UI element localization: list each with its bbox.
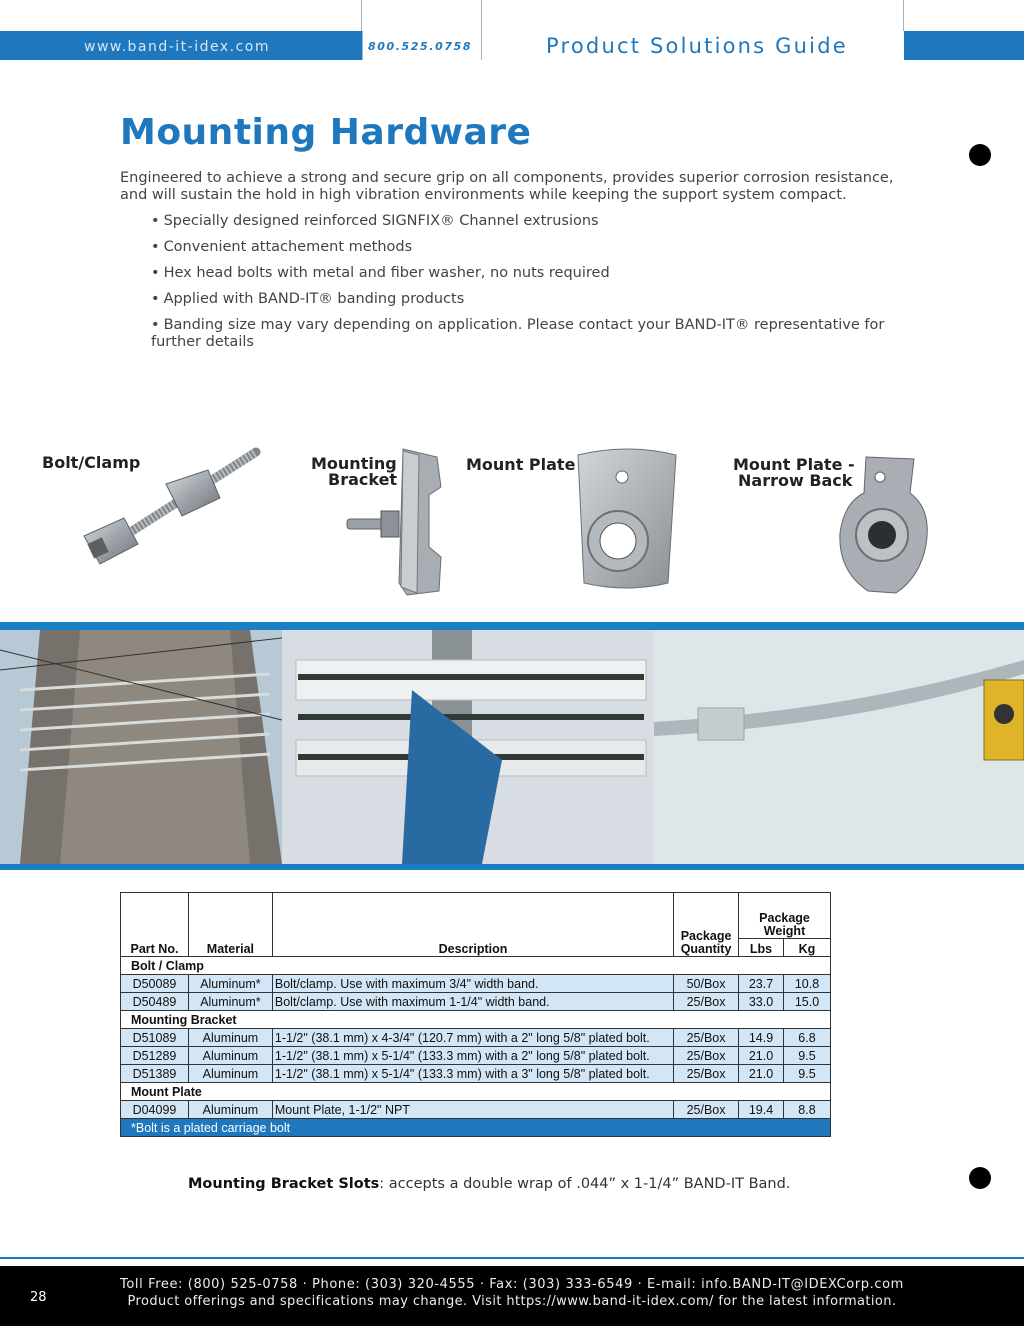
table-section-row <box>121 957 831 975</box>
feature-list <box>151 213 911 360</box>
col-header-lbs: Lbs <box>739 939 784 957</box>
cell-lbs: 19.4 <box>739 1101 784 1119</box>
mount-plate-image <box>572 447 682 591</box>
bolt-clamp-image <box>78 440 268 570</box>
col-header-kg: Kg <box>784 939 831 957</box>
col-header-part-no: Part No. <box>121 893 189 957</box>
list-item: • Convenient attachement methods <box>151 239 413 255</box>
traffic-signal-photo <box>654 630 1024 864</box>
table-section-row <box>121 1083 831 1101</box>
table-section-row <box>121 1011 831 1029</box>
table-row <box>121 1029 831 1047</box>
cell-quantity: 25/Box <box>674 1101 739 1119</box>
cell-kg: 8.8 <box>784 1101 831 1119</box>
cell-material: Aluminum* <box>188 975 272 993</box>
table-header-row <box>121 893 831 939</box>
footer-contact[interactable]: Toll Free: (800) 525-0758 · Phone: (303) 320-4555 · Fax: (303) 333-6549 · E-mail: info.BAND-IT@IDEXCorp.com <box>120 1277 904 1292</box>
cell-kg: 9.5 <box>784 1065 831 1083</box>
intro-paragraph: Engineered to achieve a strong and secure grip on all components, provides superior corrosion resistance, and will sustain the hold in high vibration environments while keeping the support system compact. <box>120 170 894 203</box>
cell-lbs: 33.0 <box>739 993 784 1011</box>
header-website[interactable]: www.band-it-idex.com <box>84 39 271 55</box>
cell-quantity: 25/Box <box>674 993 739 1011</box>
footer-disclaimer[interactable]: Product offerings and specifications may change. Visit https://www.band-it-idex.com/ for the latest information. <box>127 1294 897 1309</box>
list-item-text: Applied with BAND-IT® banding products <box>163 291 465 307</box>
cell-part: D04099 <box>121 1101 189 1119</box>
cell-quantity: 25/Box <box>674 1029 739 1047</box>
section-label: Mounting Bracket <box>121 1011 831 1029</box>
cell-kg: 15.0 <box>784 993 831 1011</box>
table-note-row <box>121 1119 831 1137</box>
page-number: 28 <box>30 1290 47 1305</box>
cell-part: D51089 <box>121 1029 189 1047</box>
list-item: • Applied with BAND-IT® banding products <box>151 291 465 307</box>
bracket-slots-text: : accepts a double wrap of .044” x 1-1/4” BAND-IT Band. <box>379 1176 791 1192</box>
col-header-package-weight: Package Weight <box>739 893 831 939</box>
list-item: • Banding size may vary depending on application. Please contact your BAND-IT® representative for further details <box>151 317 885 350</box>
margin-dot-marker <box>969 1167 991 1189</box>
cell-description: Mount Plate, 1-1/2" NPT <box>272 1101 673 1119</box>
list-item: • Hex head bolts with metal and fiber washer, no nuts required <box>151 265 610 281</box>
cell-lbs: 23.7 <box>739 975 784 993</box>
table-row <box>121 1065 831 1083</box>
list-item-text: Banding size may vary depending on application. Please contact your BAND-IT® representative for further details <box>151 317 885 350</box>
list-item: • Specially designed reinforced SIGNFIX® Channel extrusions <box>151 213 599 229</box>
col-header-description: Description <box>272 893 673 957</box>
section-label: Bolt / Clamp <box>121 957 831 975</box>
cell-part: D51289 <box>121 1047 189 1065</box>
cell-material: Aluminum <box>188 1101 272 1119</box>
header-line: Package <box>680 929 732 943</box>
cell-description: 1-1/2" (38.1 mm) x 5-1/4" (133.3 mm) with a 3" long 5/8" plated bolt. <box>272 1065 673 1083</box>
product-label-line: Narrow Back <box>738 471 853 490</box>
table-row <box>121 993 831 1011</box>
col-header-material: Material <box>188 893 272 957</box>
cell-part: D50089 <box>121 975 189 993</box>
cell-description: 1-1/2" (38.1 mm) x 5-1/4" (133.3 mm) with a 2" long 5/8" plated bolt. <box>272 1047 673 1065</box>
table-row <box>121 1047 831 1065</box>
footer-rule <box>0 1257 1024 1259</box>
cell-material: Aluminum <box>188 1047 272 1065</box>
list-item-text: Convenient attachement methods <box>163 239 413 255</box>
cell-description: Bolt/clamp. Use with maximum 3/4" width band. <box>272 975 673 993</box>
cell-lbs: 14.9 <box>739 1029 784 1047</box>
cell-quantity: 25/Box <box>674 1065 739 1083</box>
cell-description: Bolt/clamp. Use with maximum 1-1/4" width band. <box>272 993 673 1011</box>
cell-lbs: 21.0 <box>739 1047 784 1065</box>
section-label: Mount Plate <box>121 1083 831 1101</box>
cell-kg: 6.8 <box>784 1029 831 1047</box>
list-item-text: Specially designed reinforced SIGNFIX® Channel extrusions <box>163 213 599 229</box>
mount-plate-narrow-back-image <box>836 453 932 599</box>
header-line: Quantity <box>680 942 732 956</box>
cell-part: D51389 <box>121 1065 189 1083</box>
cell-material: Aluminum* <box>188 993 272 1011</box>
mounting-bracket-image <box>345 447 445 597</box>
street-sign-photo <box>282 630 654 864</box>
margin-dot-marker <box>969 144 991 166</box>
product-label-line: Mount Plate - <box>733 455 855 474</box>
table-row <box>121 975 831 993</box>
col-header-package-quantity <box>674 893 739 957</box>
cell-kg: 10.8 <box>784 975 831 993</box>
product-label-mount-plate: Mount Plate <box>466 455 576 474</box>
product-table <box>120 892 831 1137</box>
product-label-line: Bracket <box>328 470 398 489</box>
table-row <box>121 1101 831 1119</box>
cell-part: D50489 <box>121 993 189 1011</box>
table-footnote: *Bolt is a plated carriage bolt <box>121 1119 831 1137</box>
header-phone[interactable]: 800.525.0758 <box>368 40 473 53</box>
product-label-line: Mounting <box>311 454 397 473</box>
cell-quantity: 50/Box <box>674 975 739 993</box>
cell-lbs: 21.0 <box>739 1065 784 1083</box>
page-title: Mounting Hardware <box>120 112 532 153</box>
header-guide-title: Product Solutions Guide <box>546 34 848 58</box>
cell-kg: 9.5 <box>784 1047 831 1065</box>
bracket-slots-note <box>188 1176 790 1192</box>
cell-quantity: 25/Box <box>674 1047 739 1065</box>
product-label-bolt-clamp: Bolt/Clamp <box>42 453 141 472</box>
cell-material: Aluminum <box>188 1065 272 1083</box>
list-item-text: Hex head bolts with metal and fiber washer, no nuts required <box>163 265 610 281</box>
pole-photo <box>0 630 282 864</box>
cell-material: Aluminum <box>188 1029 272 1047</box>
bracket-slots-label: Mounting Bracket Slots <box>188 1176 380 1192</box>
cell-description: 1-1/2" (38.1 mm) x 4-3/4" (120.7 mm) with a 2" long 5/8" plated bolt. <box>272 1029 673 1047</box>
